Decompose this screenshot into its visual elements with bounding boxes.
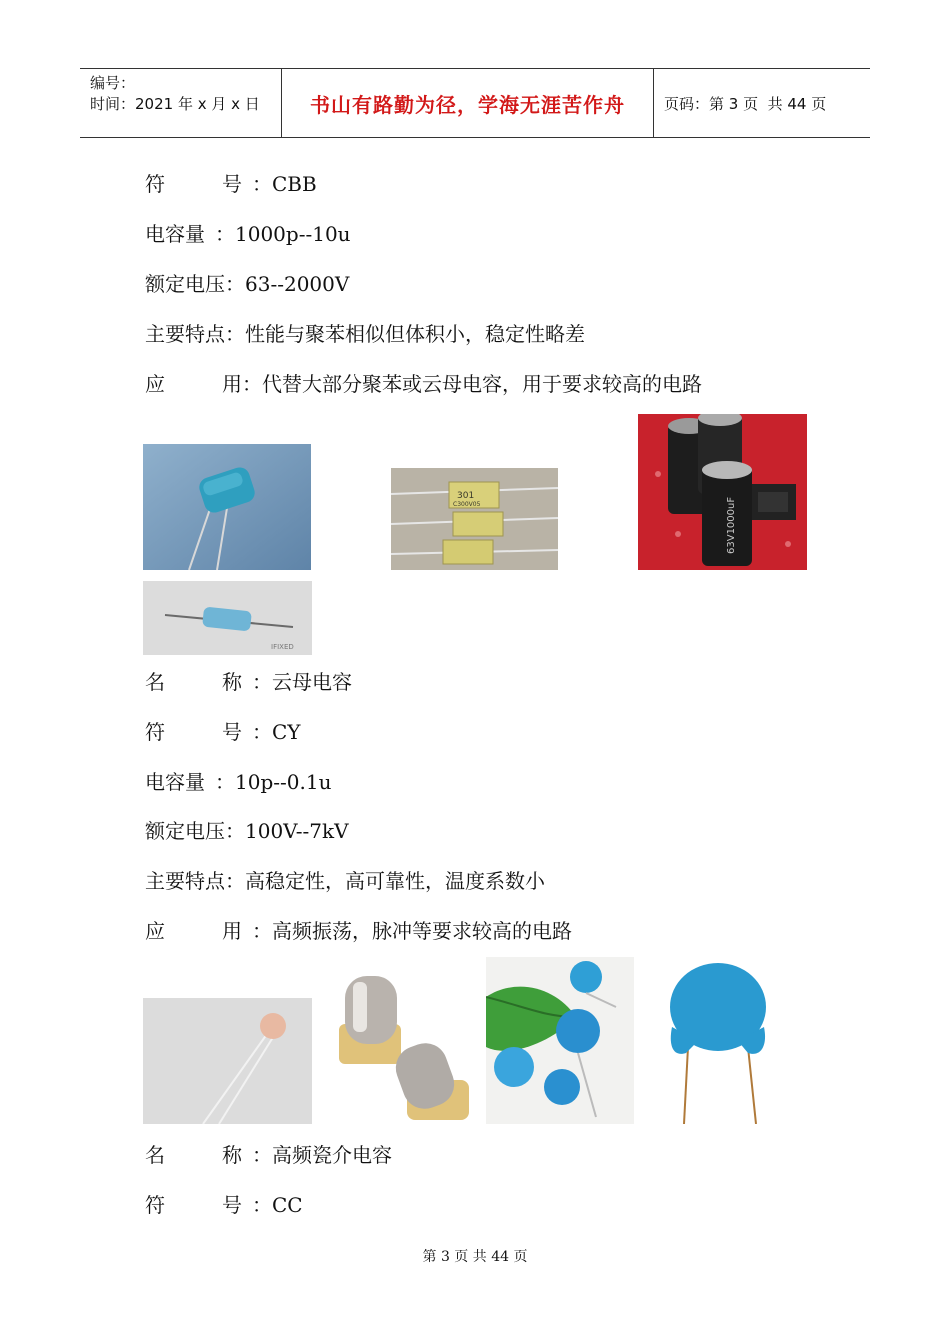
cbb-capacitor-photo-2 (391, 468, 558, 570)
serial-label: 编号： (90, 74, 136, 92)
cbb-voltage-line: 额定电压：63--2000V (145, 272, 350, 296)
page-header (80, 68, 870, 138)
cbb-capacitor-photo-3 (638, 414, 807, 570)
mica-capacity-line: 电容量 ：10p--0.1u (145, 770, 332, 794)
svg-text:IFIXED: IFIXED (271, 643, 294, 651)
mica-features-line: 主要特点：高稳定性，高可靠性，温度系数小 (145, 869, 545, 893)
mica-voltage-line: 额定电压：100V--7kV (145, 819, 349, 843)
svg-text:301: 301 (457, 491, 475, 501)
cbb-symbol-line: 符 号 ：CBB (145, 172, 317, 196)
cbb-capacity-line: 电容量 ：1000p--10u (145, 222, 351, 246)
page-footer: 第 3 页 共 44 页 (422, 1249, 528, 1265)
mica-application-line: 应 用 ：高频振荡，脉冲等要求较高的电路 (145, 919, 572, 943)
header-page-info: 页码：第 3 页 共 44 页 (664, 94, 827, 113)
cbb-application-line: 应 用：代替大部分聚苯或云母电容，用于要求较高的电路 (145, 372, 702, 396)
header-motto (282, 69, 654, 137)
ceramic-symbol-line: 符 号 ：CC (145, 1193, 303, 1217)
mica-capacitor-photo-1 (143, 998, 312, 1124)
mica-capacitor-photo-2 (325, 970, 474, 1124)
cbb-capacitor-photo-4 (143, 581, 312, 655)
mica-capacitor-photo-3 (486, 957, 634, 1124)
motto-text: 书山有路勤为径，学海无涯苦作舟 (310, 92, 625, 117)
ceramic-name-line: 名 称 ：高频瓷介电容 (145, 1143, 392, 1167)
cbb-capacitor-photo-1 (143, 444, 311, 570)
svg-text:63V1000uF: 63V1000uF (726, 496, 737, 554)
mica-name-line: 名 称 ：云母电容 (145, 670, 352, 694)
mica-symbol-line: 符 号 ：CY (145, 720, 301, 744)
header-meta (80, 69, 282, 137)
svg-text:C300V05: C300V05 (453, 501, 481, 508)
date-label: 时间：2021 年 x 月 x 日 (90, 95, 260, 113)
mica-capacitor-photo-4 (658, 957, 773, 1124)
cbb-features-line: 主要特点：性能与聚苯相似但体积小，稳定性略差 (145, 322, 585, 346)
